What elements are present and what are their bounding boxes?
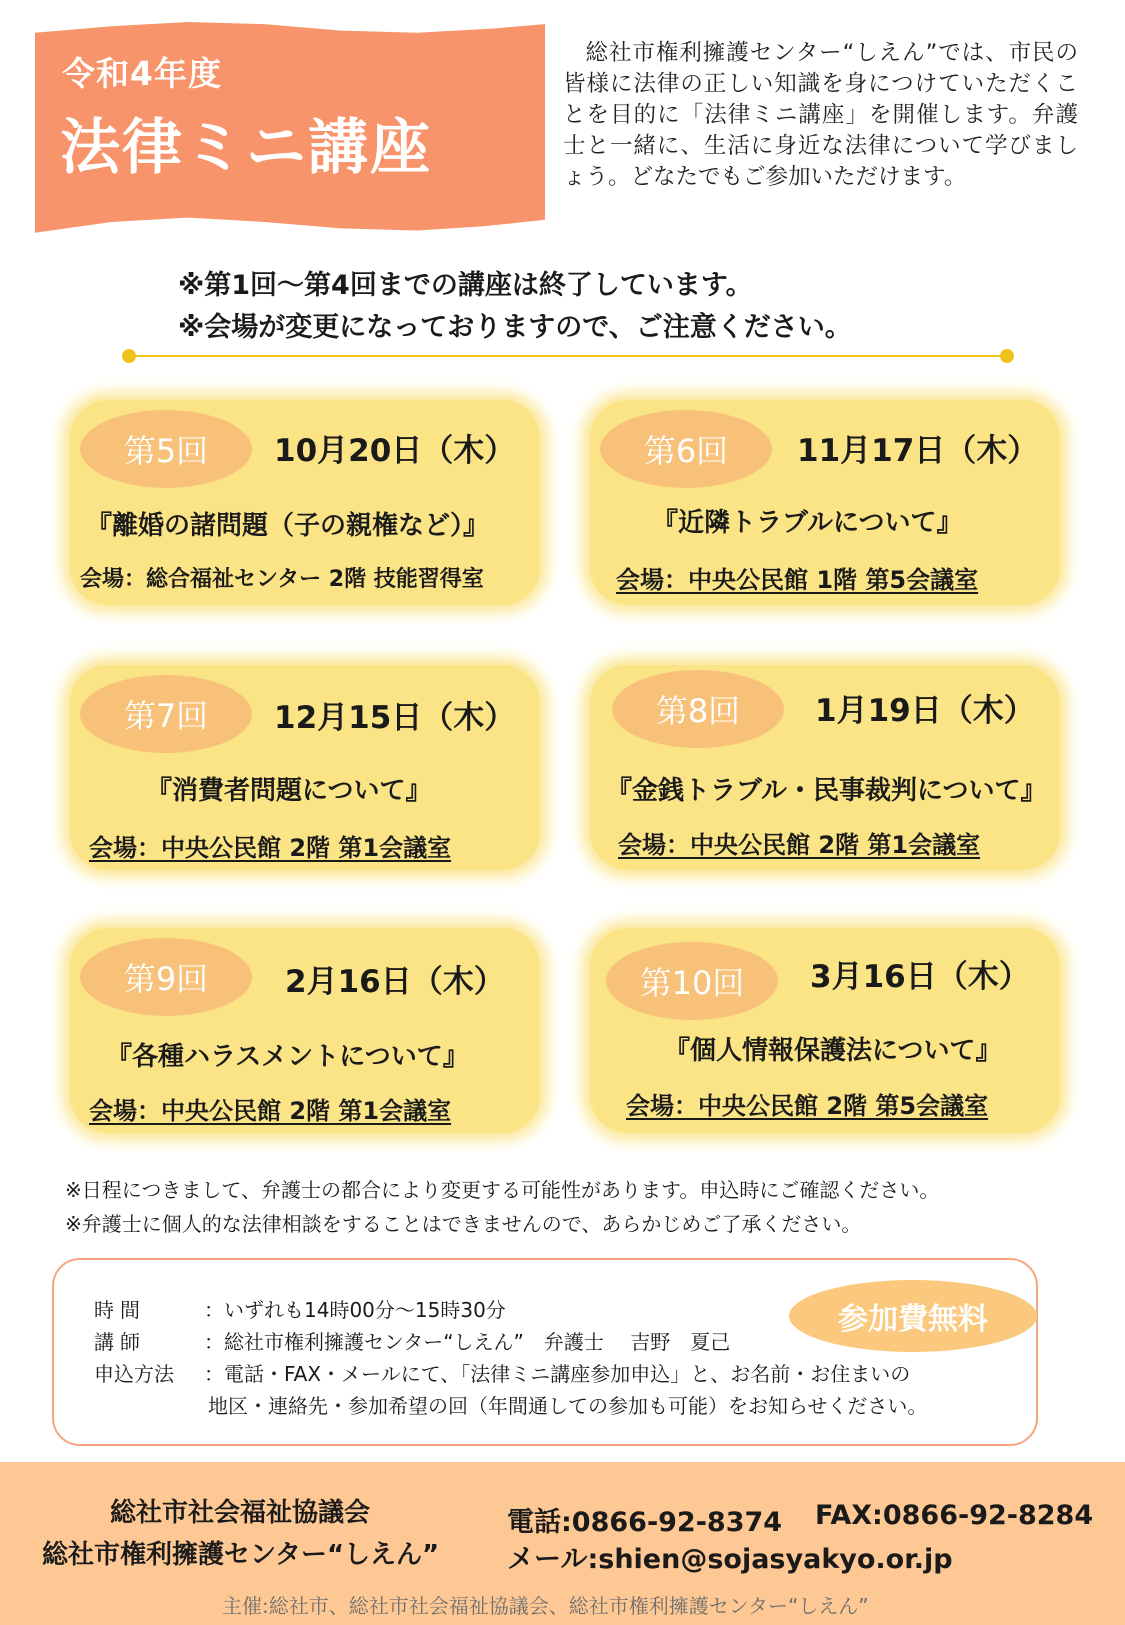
info-time-label: 時間 xyxy=(94,1298,146,1322)
session-venue-6: 会場：中央公民館 1階 第5会議室 xyxy=(616,566,979,594)
session-topic-8: 『金銭トラブル・民事裁判について』 xyxy=(606,776,1047,806)
info-apply-value: ：電話・FAX・メールにて、「法律ミニ講座参加申込」と、お名前・お住まいの xyxy=(204,1362,911,1386)
session-date-9: 2月16日（木） xyxy=(285,964,505,1000)
info-apply-value-2: 地区・連絡先・参加希望の回（年間通しての参加も可能）をお知らせください。 xyxy=(208,1394,928,1418)
info-lecturer-row xyxy=(94,1326,730,1355)
session-label-7: 第7回 xyxy=(80,675,252,753)
footer-org-2: 総社市権利擁護センター“しえん” xyxy=(42,1540,440,1570)
intro-text: 総社市権利擁護センター“しえん”では、市民の皆様に法律の正しい知識を身につけていただくことを目的に「法律ミニ講座」を開催します。弁護士と一緒に、生活に身近な法律について学びましょう。どなたでもご参加いただけます。 xyxy=(563,40,1078,190)
note-schedule: ※日程につきまして、弁護士の都合により変更する可能性があります。申込時にご確認ください。 xyxy=(65,1178,940,1202)
session-venue-7: 会場：中央公民館 2階 第1会議室 xyxy=(89,834,452,862)
divider-dot-left xyxy=(122,349,136,363)
session-date-7: 12月15日（木） xyxy=(274,700,516,736)
session-label-9: 第9回 xyxy=(80,938,252,1016)
info-apply-row xyxy=(94,1358,910,1387)
page-title: 法律ミニ講座 xyxy=(60,113,432,183)
session-venue-8: 会場：中央公民館 2階 第1会議室 xyxy=(618,831,981,859)
session-date-8: 1月19日（木） xyxy=(815,693,1035,729)
banner-year: 令和4年度 xyxy=(62,54,222,93)
footer-phone: 電話:0866-92-8374 xyxy=(507,1507,783,1538)
free-fee-badge: 参加費無料 xyxy=(789,1280,1037,1352)
footer-mail: メール:shien@sojasyakyo.or.jp xyxy=(507,1544,953,1575)
info-lecturer-value: ：総社市権利擁護センター“しえん” 弁護士 吉野 夏己 xyxy=(204,1330,731,1354)
session-label-10: 第10回 xyxy=(606,942,778,1020)
divider-dot-right xyxy=(1000,349,1014,363)
divider-line xyxy=(128,355,1008,357)
session-topic-10: 『個人情報保護法について』 xyxy=(664,1036,1002,1066)
session-label-5: 第5回 xyxy=(80,410,252,488)
note-consultation: ※弁護士に個人的な法律相談をすることはできませんので、あらかじめご了承ください。 xyxy=(65,1212,862,1236)
info-lecturer-label: 講師 xyxy=(94,1330,146,1354)
session-topic-5: 『離婚の諸問題（子の親権など）』 xyxy=(86,511,490,541)
session-venue-9: 会場：中央公民館 2階 第1会議室 xyxy=(89,1097,452,1125)
session-label-6: 第6回 xyxy=(600,410,772,488)
session-date-5: 10月20日（木） xyxy=(274,433,516,469)
notice-finished: ※第1回～第4回までの講座は終了しています。 xyxy=(178,270,753,301)
notice-venue-change: ※会場が変更になっておりますので、ご注意ください。 xyxy=(178,312,852,343)
session-date-6: 11月17日（木） xyxy=(797,433,1039,469)
session-venue-10: 会場：中央公民館 2階 第5会議室 xyxy=(626,1092,989,1120)
session-label-8: 第8回 xyxy=(612,670,784,748)
session-date-10: 3月16日（木） xyxy=(810,959,1030,995)
session-topic-6: 『近隣トラブルについて』 xyxy=(652,508,963,538)
footer-sponsor: 主催:総社市、総社市社会福祉協議会、総社市権利擁護センター“しえん” xyxy=(222,1594,869,1618)
info-time-row xyxy=(94,1294,506,1323)
info-apply-label: 申込方法 xyxy=(94,1362,174,1386)
session-topic-9: 『各種ハラスメントについて』 xyxy=(106,1042,469,1072)
session-venue-5: 会場：総合福祉センター 2階 技能習得室 xyxy=(80,567,484,592)
info-box xyxy=(52,1258,1038,1446)
footer-org-1: 総社市社会福祉協議会 xyxy=(110,1498,371,1528)
session-topic-7: 『消費者問題について』 xyxy=(146,776,432,806)
footer-fax: FAX:0866-92-8284 xyxy=(815,1500,1094,1531)
info-time-value: ：いずれも14時00分～15時30分 xyxy=(204,1298,506,1322)
